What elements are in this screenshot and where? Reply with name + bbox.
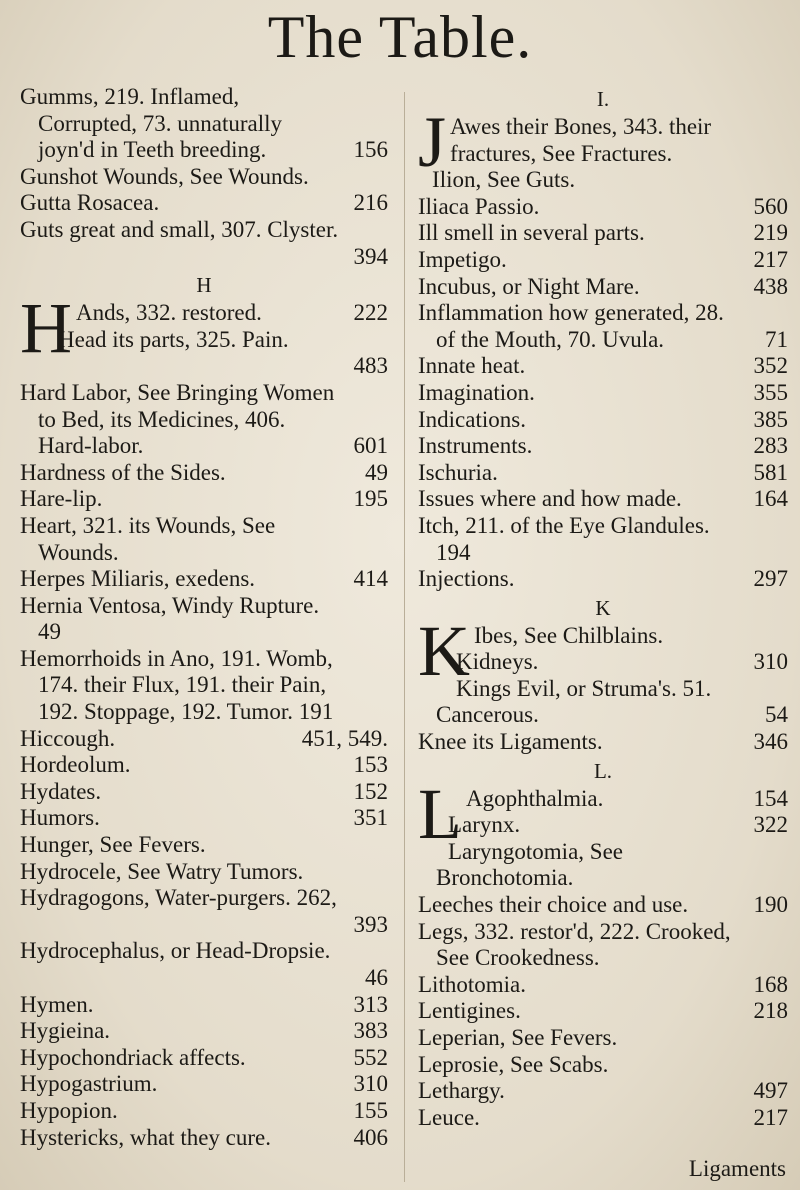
index-entry [20,460,388,487]
index-entry [418,729,788,756]
page-number: 219 [753,220,788,246]
page-number: 164 [753,486,788,512]
entry-text: HAnds, 332. restored. [20,288,262,369]
page-number: 195 [353,486,388,512]
page-number: 438 [753,273,788,299]
entry-text: Hygieina. [20,1018,111,1044]
entry-text: Hemorrhoids in Ano, 191. Womb, 174. their Flux, 191. their Pain, 192. Stoppage, 192. Tumor. 191 [20,645,334,725]
entry-text: Hydrocephalus, or Head-Dropsie. [20,938,331,964]
page-number: 156 [353,137,388,163]
right-column [418,84,788,1131]
entry-text: Ill smell in several parts. [418,220,645,246]
entry-text: Kidneys. [456,649,539,675]
entry-text: Knee its Ligaments. [418,729,603,755]
left-column [20,84,388,1151]
entry-text: Hordeolum. [20,752,131,778]
page-number: 297 [753,566,788,592]
index-entry [20,779,388,806]
entry-text: Legs, 332. restor'd, 222. Crooked, See Crookedness. [418,918,731,971]
page-number: 218 [753,998,788,1024]
index-entry [418,460,788,487]
index-entry [20,1018,388,1045]
column-divider [404,92,405,1182]
entry-text: Issues where and how made. [418,486,682,512]
index-entry [20,486,388,513]
entry-text: Hymen. [20,991,94,1017]
index-entry [418,433,788,460]
entry-text: LAgophthalmia. [418,773,604,854]
index-entry [20,752,388,779]
page-number: 497 [753,1078,788,1104]
entry-text: Inflammation how generated, 28. of the Mouth, 70. Uvula. [418,300,724,352]
page-number: 310 [753,649,788,675]
index-entry [418,972,788,999]
index-entry [418,676,788,729]
page-number: 313 [353,991,388,1017]
page-number: 217 [753,1104,788,1130]
entry-text: Guts great and small, 307. Clyster. [20,216,339,242]
index-entry [20,327,388,380]
entry-text: JAwes their Bones, 343. their fractures, See Fractures. [418,102,712,182]
page-number: 581 [753,459,788,485]
index-entry [20,164,388,191]
index-entry [418,839,788,892]
index-entry [20,217,388,270]
entry-text: Larynx. [447,812,521,838]
index-entry [418,566,788,593]
index-entry [418,194,788,221]
entry-text: Head its parts, 325. Pain. [58,326,289,352]
page-number: 310 [353,1071,388,1097]
entry-text: Incubus, or Night Mare. [418,273,640,299]
entry-text: Laryngotomia, See Bronchotomia. [436,838,623,891]
entry-text: Hypogastrium. [20,1071,158,1097]
index-entry [418,300,788,353]
entry-text: Gunshot Wounds, See Wounds. [20,163,309,189]
page-number: 155 [353,1097,388,1123]
page-number: 217 [753,246,788,272]
index-entry [20,513,388,566]
section-letter: I. [596,87,610,111]
page-number: 383 [353,1018,388,1044]
page-number: 385 [753,406,788,432]
entry-text: Hydates. [20,778,102,804]
index-entry [20,1071,388,1098]
index-entry [418,1105,788,1132]
entry-text: Hernia Ventosa, Windy Rupture. 49 [20,592,320,645]
page-number: 71 [765,326,788,352]
page-number: 54 [765,702,788,728]
index-entry [418,1078,788,1105]
index-entry [20,1125,388,1152]
page-number: 351 [353,805,388,831]
index-entry [20,726,388,753]
page-number: 216 [353,190,388,216]
entry-text: Humors. [20,805,100,831]
index-entry [20,593,388,646]
entry-text: Itch, 211. of the Eye Glandules. 194 [418,512,710,565]
index-entry [20,992,388,1019]
entry-text: Innate heat. [418,353,526,379]
entry-text: Hystericks, what they cure. [20,1124,272,1150]
index-entry [20,566,388,593]
index-entry [418,274,788,301]
index-entry [418,167,788,194]
index-entry [20,859,388,886]
entry-text: Gumms, 219. Inflamed, Corrupted, 73. unnaturally joyn'd in Teeth breeding. [20,84,283,163]
page-number: 152 [353,778,388,804]
entry-text: Leprosie, See Scabs. [418,1051,609,1077]
entry-text: Impetigo. [418,246,507,272]
entry-text: Lentigines. [418,998,521,1024]
entry-text: Hydragogons, Water-purgers. 262, [20,885,337,911]
index-entry [20,1098,388,1125]
page-title: The Table. [267,4,533,70]
index-entry [418,220,788,247]
entry-text: Hard Labor, See Bringing Women to Bed, its Medicines, 406. Hard-labor. [20,379,335,459]
page-number: 222 [353,300,388,326]
index-entry [20,885,388,938]
entry-text: Instruments. [418,433,533,459]
index-entry [20,1045,388,1072]
entry-text: Herpes Miliaris, exedens. [20,566,256,592]
page-number: 601 [353,433,388,459]
index-entry [418,998,788,1025]
entry-text: Heart, 321. its Wounds, See Wounds. [20,512,276,565]
entry-text: Kings Evil, or Struma's. 51. Cancerous. [436,675,712,728]
entry-text: Lethargy. [418,1078,505,1104]
section-letter: L. [593,758,613,783]
page-number: 414 [353,566,388,592]
entry-text: Leuce. [418,1104,480,1130]
section-letter: H [196,273,212,298]
page-number: 352 [753,353,788,379]
index-entry [20,805,388,832]
index-entry [418,1052,788,1079]
entry-text: Hydrocele, See Watry Tumors. [20,858,304,884]
index-entry [418,649,788,676]
entry-text: Iliaca Passio. [418,193,540,219]
page-number: 451, 549. [301,725,388,751]
page-number: 322 [753,812,788,838]
entry-text: Gutta Rosacea. [20,190,160,216]
entry-text: Hypochondriack affects. [20,1044,246,1070]
page-number: 168 [753,971,788,997]
page-number: 355 [753,379,788,405]
page-number: 560 [753,193,788,219]
index-entry [20,380,388,460]
index-entry [418,812,788,839]
entry-text: Hiccough. [20,725,116,751]
page-number: 49 [365,459,388,485]
page-number: 190 [753,892,788,918]
catchword: Ligaments [688,1156,786,1181]
section-letter: K [595,595,611,620]
page-number: 346 [753,729,788,755]
entry-text: Indications. [418,406,526,432]
entry-text: Imagination. [418,379,535,405]
entry-text: Hardness of the Sides. [20,459,226,485]
index-entry [418,247,788,274]
index-entry [418,380,788,407]
index-entry [20,646,388,726]
index-entry [418,353,788,380]
entry-text: Ilion, See Guts. [432,167,576,193]
page-number: 153 [353,752,388,778]
entry-text: KIbes, See Chilblains. [418,610,664,691]
page-number: 393 [353,911,388,937]
index-entry [20,938,388,991]
entry-text: Hare-lip. [20,486,103,512]
entry-text: Hunger, See Fevers. [20,832,206,858]
page-number: 552 [353,1044,388,1070]
entry-text: Leeches their choice and use. [418,892,689,918]
page-number: 283 [753,433,788,459]
index-entry [418,513,788,566]
entry-text: Hypopion. [20,1097,118,1123]
page-number: 406 [353,1124,388,1150]
index-entry [20,84,388,164]
entry-text: Ischuria. [418,459,498,485]
index-entry [418,486,788,513]
index-entry [20,832,388,859]
index-entry [418,407,788,434]
index-entry [418,892,788,919]
index-entry [418,1025,788,1052]
index-entry [20,190,388,217]
page-number: 46 [365,965,388,990]
entry-text: Leperian, See Fevers. [418,1025,618,1050]
entry-text: Lithotomia. [418,971,526,997]
page-number: 483 [353,353,388,379]
page-number: 154 [753,785,788,811]
index-entry [418,919,788,972]
entry-text: Injections. [418,566,515,592]
page-number: 394 [353,243,388,269]
